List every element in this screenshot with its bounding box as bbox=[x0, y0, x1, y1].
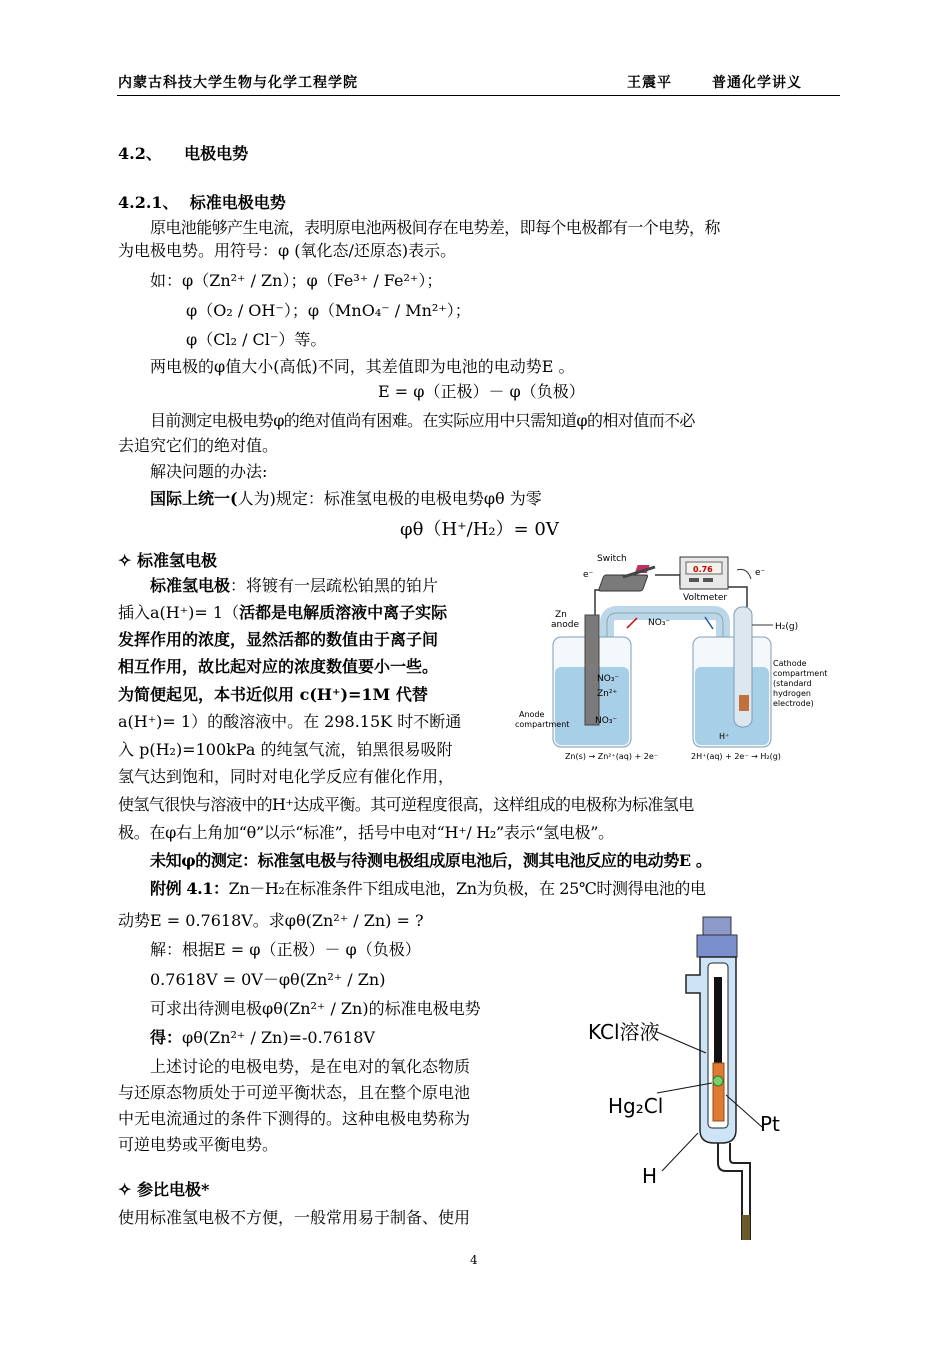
voltmeter-label: Voltmeter bbox=[683, 593, 728, 603]
kcl-leader bbox=[657, 1032, 706, 1053]
anode-nitrate-upper: NO₃⁻ bbox=[597, 674, 620, 684]
she-line2-a: 插入a(H⁺)= 1（ bbox=[118, 603, 240, 622]
cathode-label-5: electrode) bbox=[773, 699, 814, 708]
para1-line1: 原电池能够产生电流，表明原电池两极间存在电势差，即每个电极都有一个电势，称 bbox=[150, 218, 720, 237]
h-label: H bbox=[642, 1164, 658, 1188]
she-line6: a(H⁺)= 1）的酸溶液中。在 298.15K 时不断通 bbox=[118, 712, 462, 731]
anode-zn-ion: Zn²⁺ bbox=[597, 689, 618, 699]
she-line8: 氢气达到饱和，同时对电化学反应有催化作用， bbox=[118, 767, 455, 786]
she-line2 bbox=[118, 603, 447, 623]
header-institution: 内蒙古科技大学生物与化学工程学院 bbox=[118, 75, 358, 91]
zinc-electrode bbox=[585, 615, 599, 725]
cathode-h-ion: H⁺ bbox=[719, 732, 730, 741]
paste-column bbox=[713, 1063, 724, 1121]
example41-line2: 动势E = 0.7618V。求φθ(Zn²⁺ / Zn) = ? bbox=[118, 911, 424, 930]
she-line10: 极。在φ右上角加“θ”以示“标准”，括号中电对“H⁺/ H₂”表示“氢电极”。 bbox=[118, 823, 614, 842]
cathode-label-4: hydrogen bbox=[773, 689, 811, 698]
reversible-line2: 与还原态物质处于可逆平衡状态，且在整个原电池 bbox=[118, 1083, 471, 1102]
example41-text: Zn－H₂在标准条件下组成电池，Zn为负极，在 25℃时测得电池的电 bbox=[228, 879, 706, 898]
she-heading: ✧ 标准氢电极 bbox=[118, 551, 217, 570]
para2-line1: 目前测定电极电势φ的绝对值尚有困难。在实际应用中只需知道φ的相对值而不必 bbox=[150, 411, 695, 430]
anode-comp-label-2: compartment bbox=[515, 720, 570, 729]
hg2cl-label: Hg₂Cl bbox=[608, 1094, 664, 1118]
header-rule bbox=[117, 95, 840, 96]
she-line7: 入 p(H₂)=100kPa 的纯氢气流，铂黑很易吸附 bbox=[118, 740, 453, 759]
convention-line bbox=[150, 489, 542, 509]
she-line5: 为简便起见，本书近似用 c(H⁺)=1M 代替 bbox=[118, 685, 428, 704]
she-line3: 发挥作用的浓度，显然活都的数值由于离子间 bbox=[118, 630, 439, 649]
example41-line1 bbox=[150, 879, 706, 899]
cathode-solution bbox=[695, 667, 769, 745]
reversible-line3: 中无电流通过的条件下测得的。这种电极电势称为 bbox=[118, 1109, 471, 1128]
platinum-plate bbox=[739, 695, 749, 711]
section-heading bbox=[118, 144, 248, 164]
frit bbox=[742, 1215, 750, 1240]
subsection-heading bbox=[118, 193, 286, 213]
unknown-measurement: 未知φ的测定：标准氢电极与待测电极组成原电池后，测其电池反应的电动势E 。 bbox=[150, 851, 712, 870]
she-line2-b: 活都是电解质溶液中离子实际 bbox=[239, 603, 448, 622]
reference-heading: ✧ 参比电极* bbox=[118, 1180, 210, 1199]
electron-label-right: e⁻ bbox=[755, 568, 766, 578]
electrode-cap bbox=[703, 917, 731, 937]
switch-icon bbox=[598, 565, 655, 591]
she-line9: 使氢气很快与溶液中的H⁺达成平衡。其可逆程度很高，这样组成的电极称为标准氢电 bbox=[118, 795, 694, 814]
example41-line4: 0.7618V = 0V－φθ(Zn²⁺ / Zn) bbox=[150, 970, 386, 989]
subsection-number: 4.2.1、 bbox=[118, 193, 179, 212]
electron-arrow bbox=[737, 569, 751, 579]
h2-label: H₂(g) bbox=[775, 622, 799, 632]
para1-line2: 为电极电势。用符号：φ (氧化态/还原态)表示。 bbox=[118, 241, 457, 260]
cathode-label-1: Cathode bbox=[773, 659, 807, 668]
emf-formula: E = φ（正极）－ φ（负极） bbox=[378, 382, 585, 401]
example41-result-label: 得： bbox=[150, 1028, 183, 1047]
mercury-bead bbox=[713, 1076, 723, 1086]
switch-label: Switch bbox=[597, 554, 627, 564]
example-line3: φ（Cl₂ / Cl⁻）等。 bbox=[186, 330, 327, 349]
zn-anode-label-2: anode bbox=[551, 620, 579, 630]
example41-line6 bbox=[150, 1028, 375, 1048]
electron-label-left: e⁻ bbox=[583, 570, 594, 580]
she-desc: ：将镀有一层疏松铂黑的铂片 bbox=[230, 576, 439, 595]
example-line1: 如：φ（Zn²⁺ / Zn）；φ（Fe³⁺ / Fe²⁺）； bbox=[150, 271, 443, 290]
example41-line3: 解：根据E = φ（正极）－ φ（负极） bbox=[150, 940, 421, 959]
pt-label: Pt bbox=[760, 1112, 780, 1136]
section-number: 4.2、 bbox=[118, 144, 162, 163]
para2-line3: 解决问题的办法: bbox=[150, 462, 268, 481]
salt-bridge-ion: NO₃⁻ bbox=[648, 618, 671, 628]
convention-rest: 人为)规定：标准氢电极的电极电势φθ 为零 bbox=[237, 489, 542, 508]
wire-switch bbox=[655, 575, 680, 585]
h-leader bbox=[662, 1133, 698, 1171]
example-line2: φ（O₂ / OH⁻）；φ（MnO₄⁻ / Mn²⁺）； bbox=[186, 301, 471, 320]
zn-anode-label-1: Zn bbox=[555, 610, 567, 620]
example41-label: 附例 4.1： bbox=[150, 879, 229, 898]
subsection-title: 标准电极电势 bbox=[189, 193, 286, 212]
cathode-label-2: compartment bbox=[773, 669, 828, 678]
emf-line: 两电极的φ值大小(高低)不同，其差值即为电池的电动势E 。 bbox=[150, 357, 575, 376]
she-line1 bbox=[150, 576, 438, 596]
galvanic-cell-figure bbox=[515, 545, 835, 770]
header-course: 普通化学讲义 bbox=[712, 75, 802, 91]
example41-result: φθ(Zn²⁺ / Zn)=-0.7618V bbox=[182, 1028, 375, 1047]
she-line4: 相互作用，故比起对应的浓度数值要小一些。 bbox=[118, 657, 439, 676]
anode-equation: Zn(s) → Zn²⁺(aq) + 2e⁻ bbox=[565, 752, 658, 761]
electrode-top bbox=[697, 935, 737, 957]
anode-nitrate-lower: NO₃⁻ bbox=[595, 716, 618, 726]
cathode-label-3: (standard bbox=[773, 679, 812, 688]
anode-comp-label-1: Anode bbox=[519, 710, 545, 719]
calomel-electrode-figure bbox=[580, 915, 800, 1250]
convention-formula: φθ（H⁺/H₂）= 0V bbox=[400, 519, 559, 540]
page-number: 4 bbox=[470, 1253, 478, 1267]
para2-line2: 去追究它们的绝对值。 bbox=[118, 436, 279, 455]
kcl-label: KCl溶液 bbox=[588, 1020, 660, 1044]
voltmeter-reading: 0.76 bbox=[693, 565, 713, 574]
reversible-line4: 可逆电势或平衡电势。 bbox=[118, 1135, 279, 1154]
section-title: 电极电势 bbox=[184, 144, 249, 163]
example41-line5: 可求出待测电极φθ(Zn²⁺ / Zn)的标准电极电势 bbox=[150, 999, 481, 1018]
header-author: 王震平 bbox=[627, 75, 672, 91]
reversible-line1: 上述讨论的电极电势，是在电对的氧化态物质 bbox=[150, 1057, 471, 1076]
cathode-equation: 2H⁺(aq) + 2e⁻ → H₂(g) bbox=[691, 752, 781, 761]
reference-line1: 使用标准氢电极不方便，一般常用易于制备、使用 bbox=[118, 1208, 471, 1227]
wire-right bbox=[725, 587, 747, 609]
she-term: 标准氢电极 bbox=[150, 576, 231, 595]
convention-bold: 国际上统一( bbox=[150, 489, 238, 508]
